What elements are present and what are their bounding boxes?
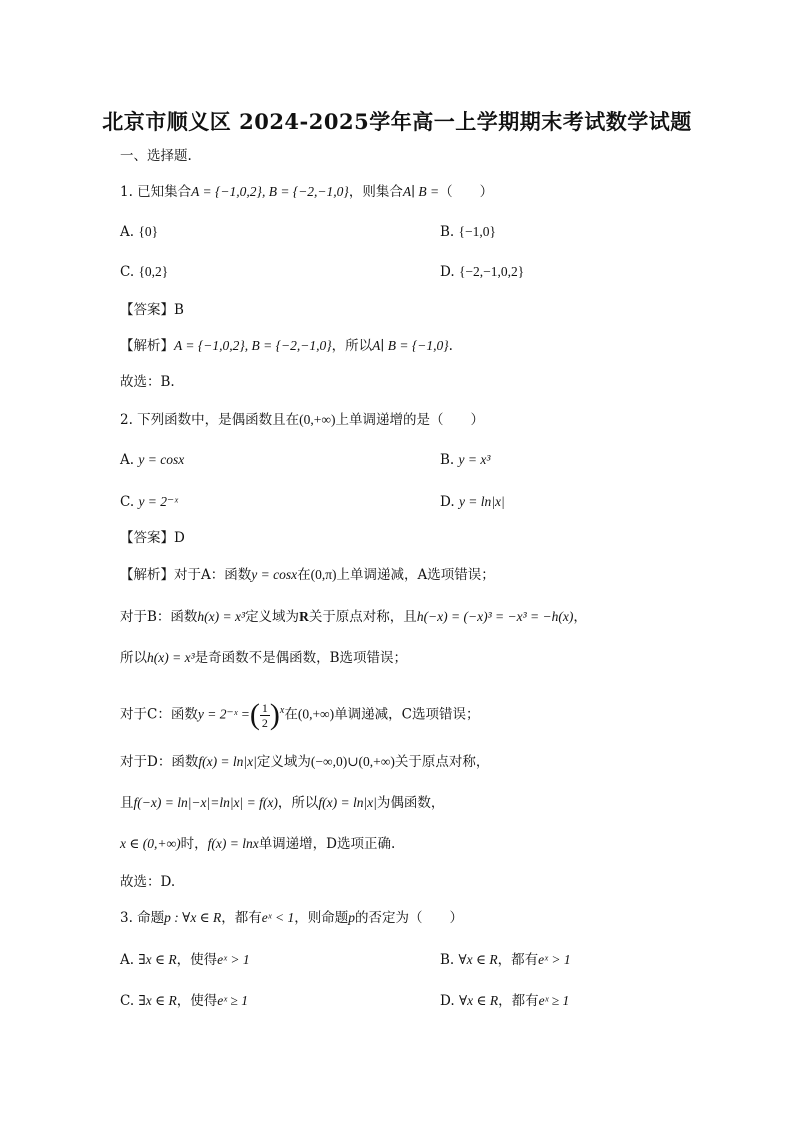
q1-stem-math2: A∣ B = <box>402 184 440 199</box>
analysis-math: y = 2⁻ˣ = <box>197 706 250 722</box>
fraction <box>260 701 270 730</box>
analysis-text: . <box>448 338 453 354</box>
q2-analysis-d <box>120 752 489 772</box>
stem-text: 2. 下列函数中，是偶函数且在 <box>120 412 300 428</box>
q2-stem <box>120 410 484 430</box>
option-text: ，使得 <box>176 952 218 968</box>
analysis-text: 【解析】对于A：函数 <box>120 567 252 583</box>
q2-analysis-b <box>120 607 587 627</box>
option-label: A. <box>120 452 135 468</box>
q2-answer: 【答案】D <box>120 530 185 546</box>
analysis-text: 所以 <box>120 650 147 666</box>
q1-stem-pre: 1. 已知集合 <box>120 184 192 200</box>
analysis-text: 对于B：函数 <box>120 609 198 625</box>
left-paren: ( <box>249 698 260 731</box>
analysis-text: 上单调递减，A选项错误； <box>336 567 495 583</box>
q1-stem-end: （ ） <box>439 184 494 200</box>
analysis-text: 对于D：函数 <box>120 754 199 770</box>
fraction-denominator: 2 <box>261 715 268 730</box>
q2-option-b <box>440 450 490 470</box>
option-value: {−2,−1,0,2} <box>458 264 525 279</box>
option-label: B. <box>440 224 455 240</box>
option-value: y = 2⁻ˣ <box>138 494 178 509</box>
q1-option-d <box>440 262 524 282</box>
analysis-text: ， <box>573 609 587 625</box>
analysis-text: 且 <box>120 795 134 811</box>
q3-option-d <box>440 991 569 1011</box>
fraction-numerator: 1 <box>261 700 268 715</box>
analysis-text: 定义域为 <box>245 609 300 625</box>
option-math: ∃x ∈ R <box>138 952 177 967</box>
option-text: ，都有 <box>498 993 539 1009</box>
q2-analysis-b2 <box>120 648 407 668</box>
option-label: D. <box>440 264 455 280</box>
analysis-math: h(−x) = (−x)³ = −x³ = −h(x) <box>416 609 574 624</box>
stem-text: 的否定为（ ） <box>354 910 463 926</box>
option-math: ∃x ∈ R <box>138 993 177 1008</box>
stem-text: ，都有 <box>221 910 262 926</box>
q1-option-a <box>120 222 158 242</box>
q1-answer: 【答案】B <box>120 302 184 318</box>
option-math: eˣ > 1 <box>538 952 571 967</box>
analysis-text: 为偶函数， <box>376 795 445 811</box>
analysis-math: A = {−1,0,2}, B = {−2,−1,0} <box>174 338 332 353</box>
analysis-text: 关于原点对称，且 <box>308 609 417 625</box>
analysis-math: (−∞,0)∪(0,+∞) <box>310 754 395 769</box>
stem-math: eˣ < 1 <box>261 910 295 925</box>
q1-option-c <box>120 262 168 282</box>
option-label: C. <box>120 264 135 280</box>
option-label: D. <box>440 993 455 1009</box>
option-label: B. <box>440 452 455 468</box>
analysis-math: (0,π) <box>310 567 337 582</box>
stem-math: (0,+∞) <box>299 412 336 427</box>
analysis-text: 单调递减，C选项错误； <box>334 706 480 723</box>
q3-option-c <box>120 991 248 1011</box>
analysis-math: y = cosx <box>251 567 298 582</box>
analysis-text: 单调递增，D选项正确. <box>258 836 396 852</box>
q2-analysis-c <box>120 694 480 732</box>
option-label: C. <box>120 993 135 1009</box>
stem-text: 上单调递增的是（ ） <box>335 412 485 428</box>
analysis-text: 对于C：函数 <box>120 706 198 723</box>
analysis-text: ，所以 <box>277 795 319 811</box>
q2-option-c <box>120 492 178 512</box>
analysis-math: f(x) = lnx <box>207 836 259 851</box>
option-label: C. <box>120 494 135 510</box>
option-math: ∀x ∈ R <box>458 993 499 1008</box>
analysis-math: h(x) = x³ <box>147 650 195 665</box>
option-math: eˣ ≥ 1 <box>217 993 248 1008</box>
option-value: {0} <box>138 224 159 239</box>
analysis-text: 时， <box>180 836 208 852</box>
analysis-math: f(x) = ln|x| <box>318 795 377 810</box>
option-math: eˣ ≥ 1 <box>538 993 570 1008</box>
option-value: y = ln|x| <box>458 494 505 509</box>
analysis-text: 定义域为 <box>256 754 311 770</box>
analysis-math: f(x) = ln|x| <box>198 754 257 769</box>
option-label: D. <box>440 494 455 510</box>
option-label: A. <box>120 224 135 240</box>
q1-analysis <box>120 336 453 356</box>
stem-math: p : ∀x ∈ R <box>164 910 222 925</box>
analysis-math: x ∈ (0,+∞) <box>120 836 181 851</box>
option-value: {0,2} <box>138 264 169 279</box>
option-label: A. <box>120 952 135 968</box>
analysis-math: (0,+∞) <box>297 706 335 722</box>
option-value: y = cosx <box>138 452 185 467</box>
section-heading: 一、选择题. <box>120 148 192 164</box>
analysis-text: 关于原点对称， <box>394 754 490 770</box>
q2-option-a <box>120 450 184 470</box>
q1-stem-post: ，则集合 <box>348 184 403 200</box>
reals-symbol: R <box>299 609 309 624</box>
exponent: x <box>279 705 285 716</box>
q1-stem <box>120 182 493 202</box>
q1-conclusion: 故选：B. <box>120 374 175 390</box>
q3-option-b <box>440 950 571 970</box>
analysis-math: h(x) = x³ <box>197 609 246 624</box>
q3-stem <box>120 908 463 928</box>
stem-text: ，则命题 <box>294 910 349 926</box>
analysis-text: ，所以 <box>331 338 373 354</box>
option-label: B. <box>440 952 455 968</box>
option-math: ∀x ∈ R <box>458 952 498 967</box>
analysis-text: 是奇函数不是偶函数，B选项错误； <box>194 650 408 666</box>
q2-analysis-a <box>120 565 495 585</box>
right-paren: ) <box>269 698 280 731</box>
option-math: eˣ > 1 <box>217 952 250 967</box>
q1-option-b <box>440 222 496 242</box>
stem-text: 3. 命题 <box>120 910 165 926</box>
option-text: ，使得 <box>176 993 218 1009</box>
analysis-label: 【解析】 <box>120 338 174 354</box>
analysis-text: 在 <box>297 567 311 583</box>
q2-option-d <box>440 492 505 512</box>
option-value: y = x³ <box>458 452 491 467</box>
page-title: 北京市顺义区 2024-2025学年高一上学期期末考试数学试题 <box>102 109 692 134</box>
q2-conclusion: 故选：D. <box>120 874 176 890</box>
stem-math: p <box>348 910 355 925</box>
analysis-math: f(−x) = ln|−x|=ln|x| = f(x) <box>133 795 278 810</box>
analysis-math: A∣ B = {−1,0} <box>372 338 449 353</box>
option-text: ，都有 <box>497 952 539 968</box>
option-value: {−1,0} <box>458 224 496 239</box>
q2-analysis-d2 <box>120 793 444 813</box>
analysis-text: 在 <box>284 706 298 723</box>
q3-option-a <box>120 950 250 970</box>
q2-analysis-d3 <box>120 834 395 854</box>
q1-stem-math: A = {−1,0,2}, B = {−2,−1,0} <box>191 184 349 199</box>
